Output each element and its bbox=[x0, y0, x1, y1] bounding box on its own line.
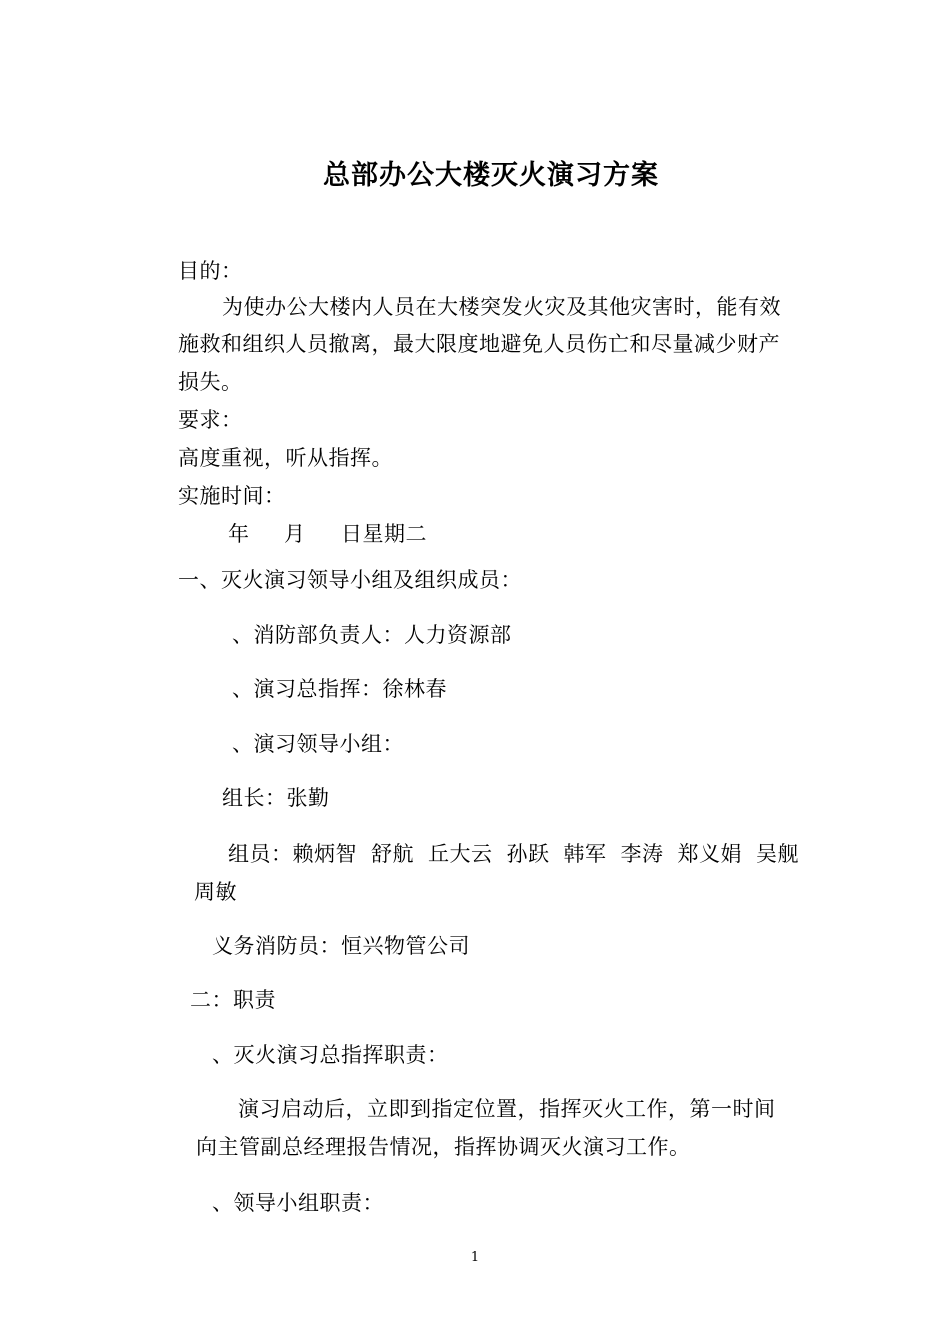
schedule-day-weekday: 日星期二 bbox=[341, 522, 427, 546]
fire-dept-responsible: 、消防部负责人：人力资源部 bbox=[232, 623, 512, 647]
section1-heading: 一、灭火演习领导小组及组织成员： bbox=[178, 568, 522, 592]
group-leader: 组长：张勤 bbox=[222, 786, 330, 810]
members-label: 组员： bbox=[228, 842, 293, 866]
commander-duty-heading: 、灭火演习总指挥职责： bbox=[212, 1043, 449, 1067]
member-name: 李涛 bbox=[620, 842, 664, 866]
purpose-line-1: 为使办公大楼内人员在大楼突发火灾及其他灾害时，能有效 bbox=[222, 295, 781, 319]
member-name: 丘大云 bbox=[428, 842, 493, 866]
purpose-line-2: 施救和组织人员撤离，最大限度地避免人员伤亡和尽量减少财产 bbox=[178, 332, 780, 356]
commander-duty-line-2: 向主管副总经理报告情况，指挥协调灭火演习工作。 bbox=[196, 1135, 691, 1159]
member-name-overflow: 周敏 bbox=[194, 880, 237, 904]
requirement-text: 高度重视，听从指挥。 bbox=[178, 446, 393, 470]
schedule-year: 年 bbox=[228, 522, 250, 546]
page-number: 1 bbox=[470, 1250, 480, 1265]
schedule-month: 月 bbox=[284, 522, 306, 546]
section2-heading: 二：职责 bbox=[190, 988, 276, 1012]
volunteer-firefighters: 义务消防员：恒兴物管公司 bbox=[212, 934, 470, 958]
member-name: 吴舰 bbox=[756, 842, 799, 866]
commander-duty-line-1: 演习启动后，立即到指定位置，指挥灭火工作，第一时间 bbox=[238, 1097, 776, 1121]
group-members bbox=[228, 840, 799, 868]
member-name: 赖炳智 bbox=[292, 842, 357, 866]
group-duty-heading: 、领导小组职责： bbox=[212, 1191, 384, 1215]
member-name: 孙跃 bbox=[506, 842, 550, 866]
member-name: 舒航 bbox=[371, 842, 414, 866]
document-title: 总部办公大楼灭火演习方案 bbox=[323, 160, 659, 191]
purpose-heading: 目的： bbox=[178, 259, 243, 283]
drill-commander: 、演习总指挥：徐林春 bbox=[232, 677, 447, 701]
requirement-heading: 要求： bbox=[178, 408, 243, 432]
member-name: 郑义娟 bbox=[677, 842, 742, 866]
purpose-line-3: 损失。 bbox=[178, 370, 243, 394]
member-name: 韩军 bbox=[563, 842, 607, 866]
schedule-heading: 实施时间： bbox=[178, 484, 286, 508]
leading-group-heading: 、演习领导小组： bbox=[232, 732, 404, 756]
